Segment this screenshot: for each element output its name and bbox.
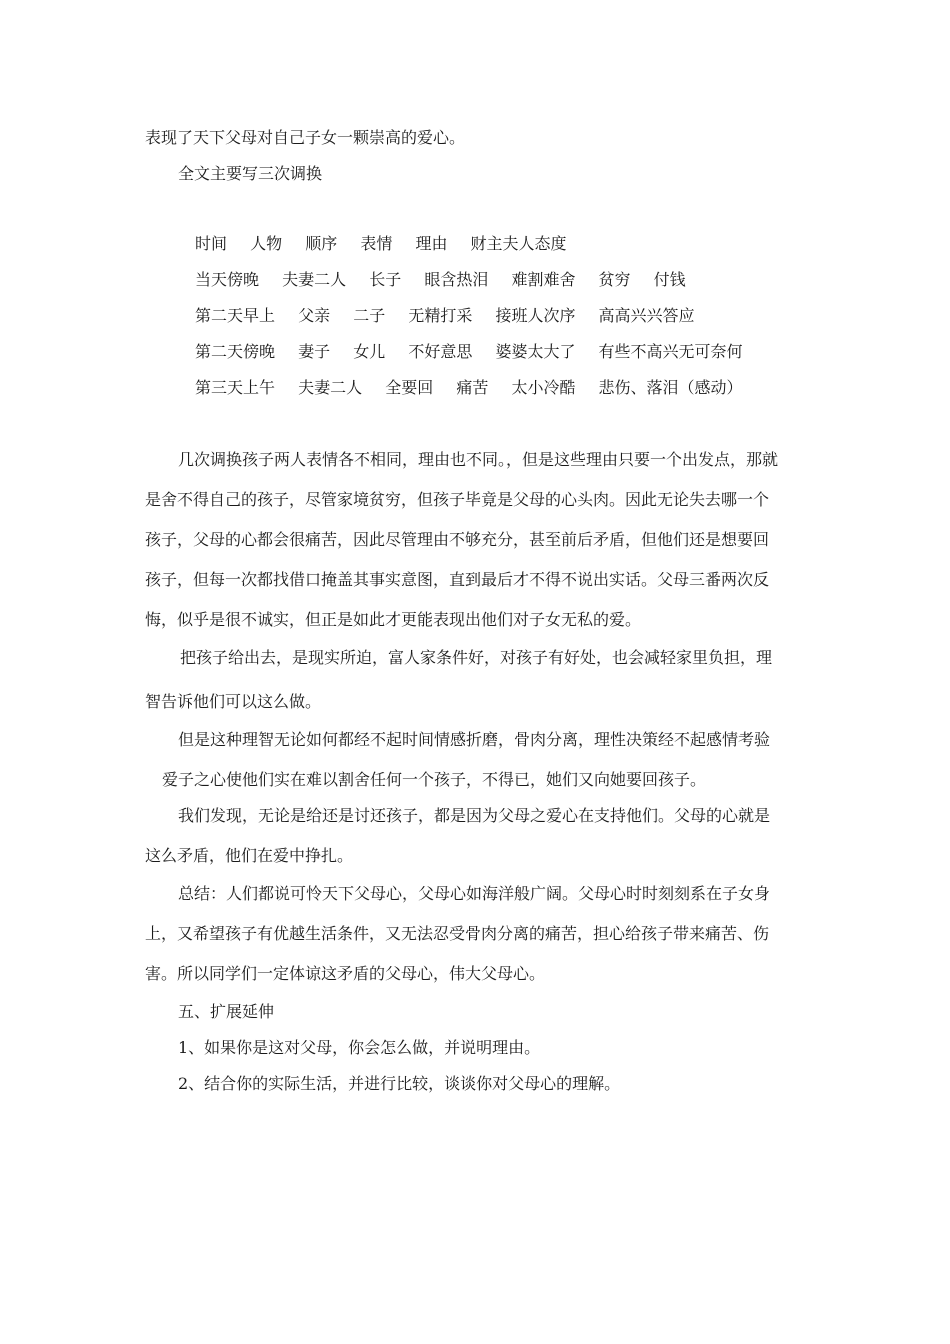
table-cell: 付钱 bbox=[653, 270, 686, 289]
table-cell: 当天傍晚 bbox=[195, 270, 260, 289]
paragraph-line: 这么矛盾，他们在爱中挣扎。 bbox=[145, 846, 354, 865]
table-cell: 婆婆太大了 bbox=[495, 342, 576, 361]
paragraph-line: 几次调换孩子两人表情各不相同，理由也不同。，但是这些理由只要一个出发点，那就 bbox=[178, 450, 779, 469]
table-row bbox=[195, 270, 686, 290]
table-cell: 女儿 bbox=[353, 342, 386, 361]
table-cell: 第三天上午 bbox=[195, 378, 276, 397]
intro-line-2: 全文主要写三次调换 bbox=[178, 164, 323, 183]
paragraph-line: 害。所以同学们一定体谅这矛盾的父母心，伟大父母心。 bbox=[145, 964, 546, 983]
table-cell: 难割难舍 bbox=[511, 270, 576, 289]
paragraph-line: 孩子，父母的心都会很痛苦，因此尽管理由不够充分，甚至前后矛盾，但他们还是想要回 bbox=[145, 530, 770, 549]
table-cell: 无精打采 bbox=[408, 306, 473, 325]
table-cell: 悲伤、落泪（感动） bbox=[598, 378, 743, 397]
section-heading: 五、扩展延伸 bbox=[178, 1002, 275, 1021]
table-row bbox=[195, 378, 743, 398]
table-cell: 眼含热泪 bbox=[424, 270, 489, 289]
paragraph-line: 爱子之心使他们实在难以割舍任何一个孩子，不得已，她们又向她要回孩子。 bbox=[162, 770, 707, 789]
table-cell: 第二天傍晚 bbox=[195, 342, 276, 361]
table-cell: 二子 bbox=[353, 306, 386, 325]
paragraph-line: 上，又希望孩子有优越生活条件，又无法忍受骨肉分离的痛苦，担心给孩子带来痛苦、伤 bbox=[145, 924, 770, 943]
table-header-cell: 人物 bbox=[250, 234, 283, 253]
table-cell: 太小冷酷 bbox=[511, 378, 576, 397]
table-cell: 父亲 bbox=[298, 306, 331, 325]
table-cell: 有些不高兴无可奈何 bbox=[598, 342, 743, 361]
table-row bbox=[195, 306, 695, 326]
extension-question-2: 2、结合你的实际生活，并进行比较，谈谈你对父母心的理解。 bbox=[178, 1074, 621, 1093]
paragraph-line: 是舍不得自己的孩子，尽管家境贫穷，但孩子毕竟是父母的心头肉。因此无论失去哪一个 bbox=[145, 490, 770, 509]
paragraph-line: 总结：人们都说可怜天下父母心，父母心如海洋般广阔。父母心时时刻刻系在子女身 bbox=[178, 884, 771, 903]
table-cell: 全要回 bbox=[385, 378, 434, 397]
paragraph-line: 孩子，但每一次都找借口掩盖其事实意图，直到最后才不得不说出实话。父母三番两次反 bbox=[145, 570, 770, 589]
paragraph-line: 但是这种理智无论如何都经不起时间情感折磨，骨肉分离，理性决策经不起感情考验 bbox=[178, 730, 771, 749]
table-header-cell: 财主夫人态度 bbox=[470, 234, 567, 253]
table-cell: 接班人次序 bbox=[495, 306, 576, 325]
paragraph-line: 我们发现，无论是给还是讨还孩子，都是因为父母之爱心在支持他们。父母的心就是 bbox=[178, 806, 771, 825]
table-row bbox=[195, 342, 743, 362]
table-cell: 妻子 bbox=[298, 342, 331, 361]
table-cell: 高高兴兴答应 bbox=[598, 306, 695, 325]
table-cell: 夫妻二人 bbox=[282, 270, 347, 289]
table-header-cell: 顺序 bbox=[305, 234, 338, 253]
extension-question-1: 1、如果你是这对父母，你会怎么做，并说明理由。 bbox=[178, 1038, 541, 1057]
table-header-row bbox=[195, 234, 567, 254]
table-cell: 第二天早上 bbox=[195, 306, 276, 325]
table-cell: 长子 bbox=[369, 270, 402, 289]
paragraph-line: 智告诉他们可以这么做。 bbox=[145, 692, 322, 711]
paragraph-line: 把孩子给出去，是现实所迫，富人家条件好，对孩子有好处，也会减轻家里负担，理 bbox=[180, 648, 773, 667]
table-cell: 夫妻二人 bbox=[298, 378, 363, 397]
table-header-cell: 理由 bbox=[415, 234, 448, 253]
table-header-cell: 时间 bbox=[195, 234, 228, 253]
paragraph-line: 悔，似乎是很不诚实，但正是如此才更能表现出他们对子女无私的爱。 bbox=[145, 610, 642, 629]
table-header-cell: 表情 bbox=[360, 234, 393, 253]
table-cell: 不好意思 bbox=[408, 342, 473, 361]
intro-line-1: 表现了天下父母对自己子女一颗崇高的爱心。 bbox=[145, 128, 466, 147]
table-cell: 贫穷 bbox=[598, 270, 631, 289]
table-cell: 痛苦 bbox=[456, 378, 489, 397]
